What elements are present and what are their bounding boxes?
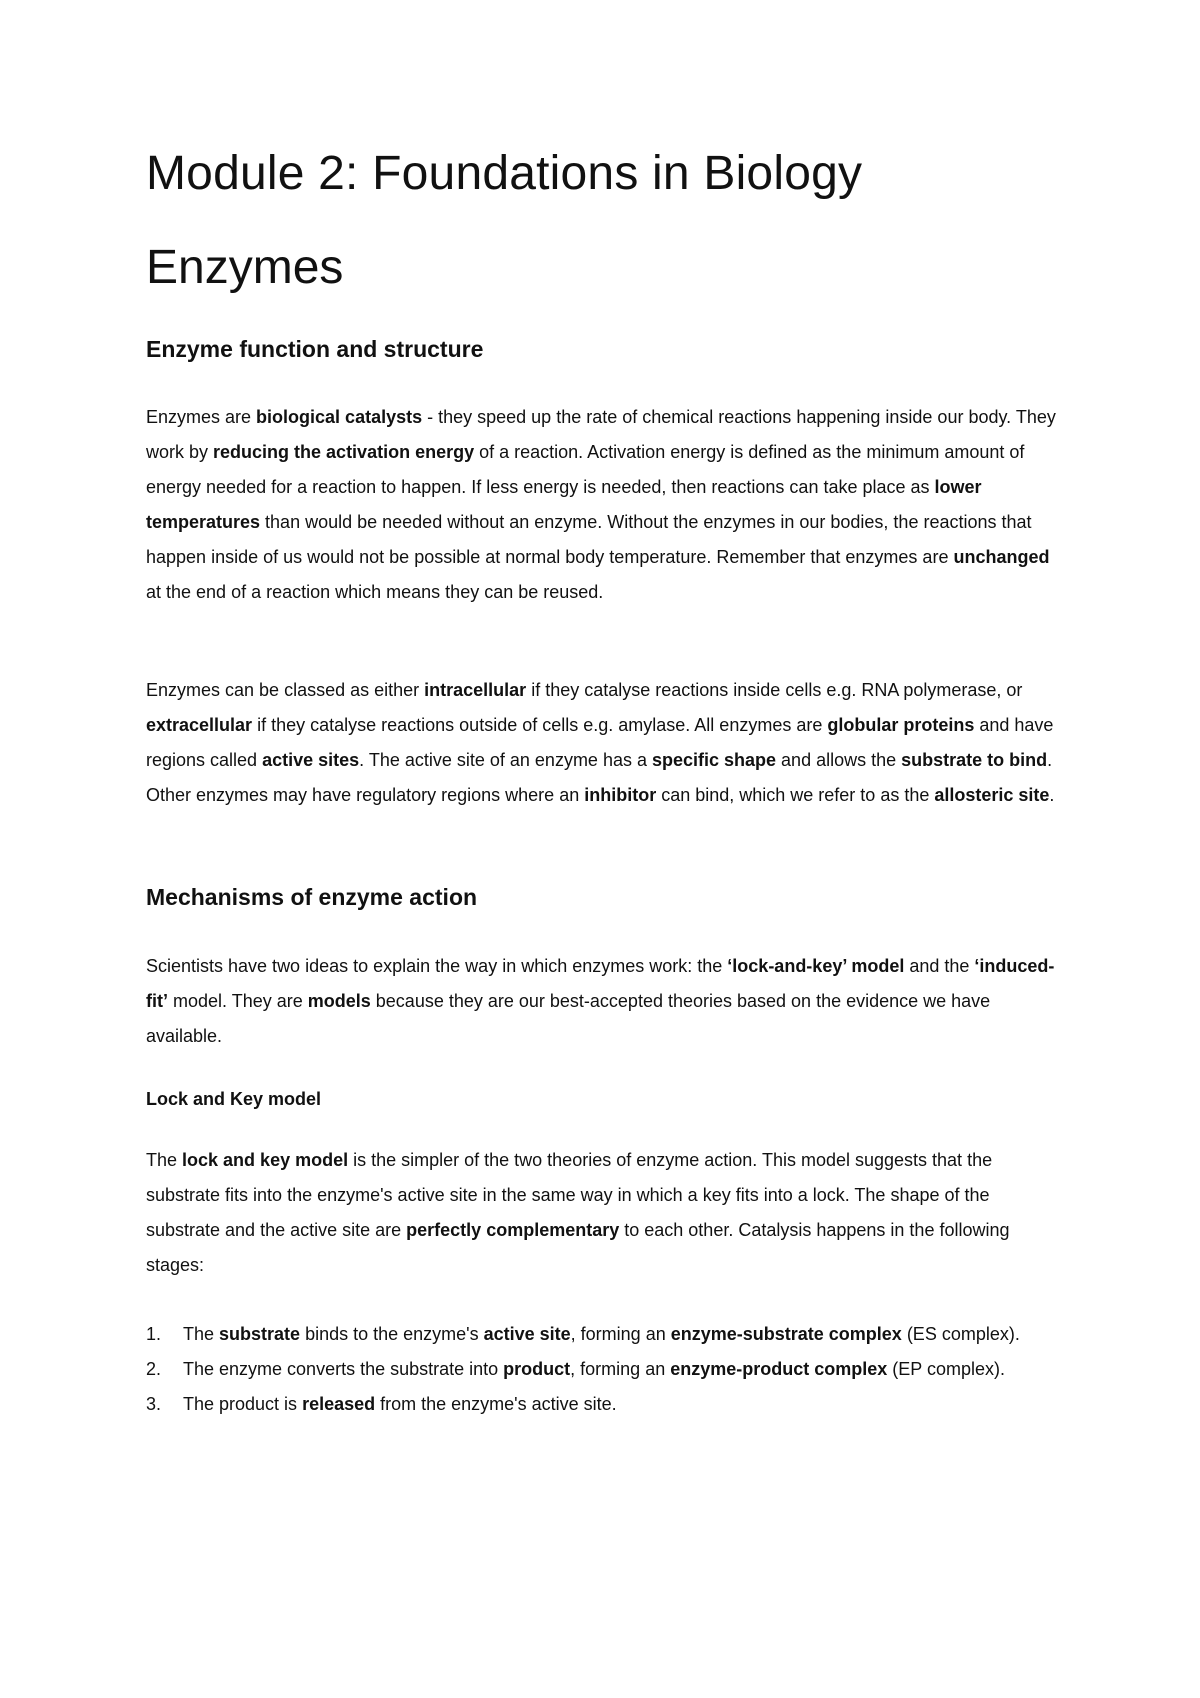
bold-term: ‘lock-and-key’ model (727, 956, 905, 976)
list-item-text (183, 1394, 617, 1414)
bold-term: extracellular (146, 715, 253, 735)
text-run: binds to the enzyme's (300, 1324, 484, 1344)
text-run: can bind, which we refer to as the (656, 785, 935, 805)
text-run: Enzymes can be classed as either (146, 680, 425, 700)
paragraph-mechanisms (146, 949, 1066, 1054)
bold-term: reducing the activation energy (213, 442, 475, 462)
bold-term: active site (483, 1324, 571, 1344)
text-run: from the enzyme's active site. (375, 1394, 617, 1414)
paragraph-enzyme-function (146, 400, 1066, 610)
section-heading-lock-and-key: Lock and Key model (146, 1089, 322, 1109)
text-run: (ES complex). (901, 1324, 1020, 1344)
text-run: . (1049, 785, 1055, 805)
stage-list (146, 1317, 1066, 1422)
text-run: if they catalyse reactions outside of cells e.g. amylase. All enzymes are (252, 715, 828, 735)
bold-term: unchanged (953, 547, 1050, 567)
text-run: and have regions called (146, 715, 1054, 770)
bold-term: biological catalysts (256, 407, 423, 427)
text-run: at the end of a reaction which means they can be reused. (146, 582, 604, 602)
text-run: The (146, 1150, 183, 1170)
paragraph-enzyme-classes (146, 673, 1066, 813)
section-heading-enzyme-function: Enzyme function and structure (146, 336, 484, 362)
text-run: The product is (183, 1394, 303, 1414)
text-run: to each other. Catalysis happens in the following stages: (146, 1220, 1010, 1275)
list-item (146, 1387, 1066, 1422)
text-run: model. They are (168, 991, 308, 1011)
text-run: . The active site of an enzyme has a (359, 750, 652, 770)
text-run: - they speed up the rate of chemical reactions happening inside our body. They work by (146, 407, 1056, 462)
bold-term: inhibitor (584, 785, 657, 805)
text-run: because they are our best-accepted theories based on the evidence we have available. (146, 991, 991, 1046)
bold-term: lower temperatures (146, 477, 982, 532)
bold-term: product (503, 1359, 571, 1379)
bold-term: enzyme-substrate complex (670, 1324, 902, 1344)
text-run: (EP complex). (887, 1359, 1005, 1379)
bold-term: released (302, 1394, 376, 1414)
bold-term: lock and key model (182, 1150, 349, 1170)
bold-term: globular proteins (827, 715, 975, 735)
bold-term: perfectly complementary (406, 1220, 620, 1240)
text-run: . Other enzymes may have regulatory regions where an (146, 750, 1053, 805)
bold-term: models (307, 991, 371, 1011)
text-run: than would be needed without an enzyme. Without the enzymes in our bodies, the reactions that happen inside of us would not be possible at normal body temperature. Remember that enzymes are (146, 512, 1032, 567)
text-run: is the simpler of the two theories of enzyme action. This model suggests that the substrate fits into the enzyme's active site in the same way in which a key fits into a lock. The shape of the substrate and the active site are (146, 1150, 993, 1240)
list-item-number: 1. (146, 1324, 162, 1344)
page-title: Module 2: Foundations in Biology (146, 147, 863, 200)
list-item-text (183, 1324, 1020, 1344)
text-run: if they catalyse reactions inside cells e.g. RNA polymerase, or (526, 680, 1023, 700)
text-run: , forming an (570, 1324, 671, 1344)
text-run: and the (904, 956, 975, 976)
bold-term: substrate (219, 1324, 301, 1344)
bold-term: specific shape (651, 750, 777, 770)
paragraph-lock-and-key (146, 1143, 1066, 1283)
text-run: , forming an (570, 1359, 671, 1379)
list-item-text (183, 1359, 1005, 1379)
bold-term: substrate to bind (901, 750, 1048, 770)
text-run: Scientists have two ideas to explain the way in which enzymes work: the (146, 956, 728, 976)
bold-term: ‘induced-fit’ (146, 956, 1055, 1011)
list-item-number: 3. (146, 1394, 162, 1414)
section-heading-mechanisms: Mechanisms of enzyme action (146, 884, 478, 910)
bold-term: intracellular (424, 680, 527, 700)
bold-term: enzyme-product complex (670, 1359, 888, 1379)
text-run: The (183, 1324, 220, 1344)
bold-term: allosteric site (934, 785, 1050, 805)
list-item-number: 2. (146, 1359, 162, 1379)
bold-term: active sites (262, 750, 360, 770)
text-run: and allows the (776, 750, 902, 770)
page-subtitle: Enzymes (146, 241, 344, 294)
text-run: Enzymes are (146, 407, 257, 427)
list-item (146, 1317, 1066, 1352)
text-run: The enzyme converts the substrate into (183, 1359, 504, 1379)
list-item (146, 1352, 1066, 1387)
text-run: of a reaction. Activation energy is defined as the minimum amount of energy needed for a reaction to happen. If less energy is needed, then reactions can take place as (146, 442, 1025, 497)
